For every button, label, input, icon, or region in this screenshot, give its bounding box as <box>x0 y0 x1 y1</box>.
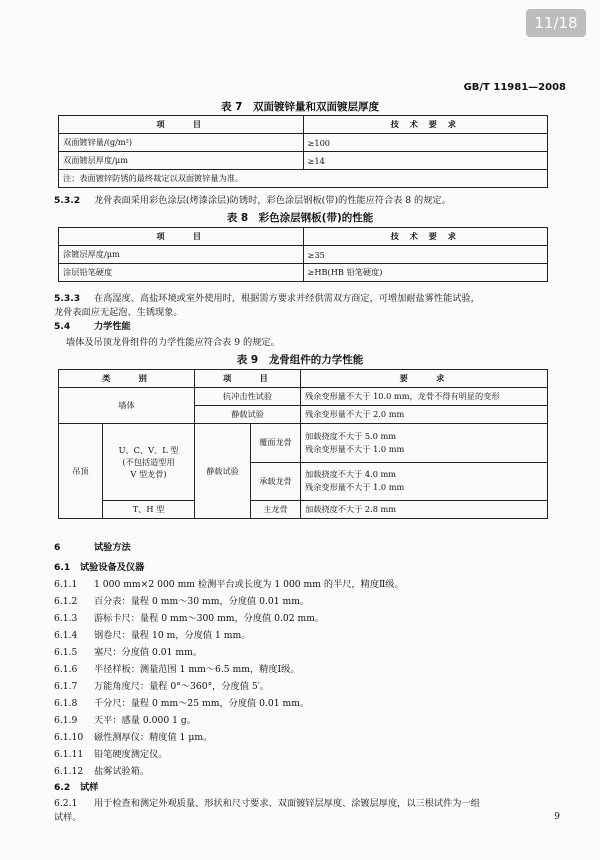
ucvl-line: U、C、V、L 型 <box>118 445 179 455</box>
item-number: 6.1.2 <box>54 596 78 607</box>
table-row <box>59 424 548 463</box>
list-item <box>54 612 554 625</box>
table9-caption: 表 9 龙骨组件的力学性能 <box>236 354 364 366</box>
item-number: 6.1.6 <box>54 664 78 675</box>
table9-static-req: 残余变形量不大于 2.0 mm <box>301 406 548 424</box>
req-line: 加载挠度不大于 4.0 mm <box>305 469 397 480</box>
req-line: 残余变形量不大于 1.0 mm <box>305 443 405 454</box>
page-number: 9 <box>554 812 560 822</box>
table9-static2: 静载试验 <box>195 424 251 519</box>
list-item <box>54 697 554 710</box>
table7-cell: 双面镀锌量/(g/m²) <box>59 134 304 152</box>
table8-header-item: 项 目 <box>59 228 304 246</box>
item-text: 盐雾试验箱。 <box>94 766 150 777</box>
table9-static: 静载试验 <box>195 406 301 424</box>
section-title: 力学性能 <box>94 321 131 332</box>
item-number: 6.1.10 <box>54 732 84 743</box>
table-row <box>59 388 548 406</box>
para-number: 5.3.2 <box>54 195 81 206</box>
item-text: 钢卷尺：量程 10 m，分度值 1 mm。 <box>94 630 251 641</box>
table9-cover: 覆面龙骨 <box>251 424 301 463</box>
para-5-3-3 <box>54 292 554 305</box>
list-item <box>54 714 554 727</box>
list-item <box>54 629 554 642</box>
table7-note: 注：表面镀锌防锈的最终裁定以双面镀锌量为准。 <box>59 170 548 188</box>
item-text: 1 000 mm×2 000 mm 检测平台或长度为 1 000 mm 的半尺，精度Ⅱ级。 <box>94 579 404 590</box>
table7-cell: ≥100 <box>303 134 548 152</box>
section-number: 5.4 <box>54 321 71 332</box>
item-number: 6.1.12 <box>54 766 84 777</box>
table-row <box>59 246 548 264</box>
table-row <box>59 134 548 152</box>
section-5-4 <box>54 320 554 333</box>
item-number: 6.1.3 <box>54 613 78 624</box>
table9-ceiling: 吊顶 <box>59 424 103 519</box>
para-6-2-1-cont: 试样。 <box>54 812 82 823</box>
para-number: 5.3.3 <box>54 293 81 304</box>
item-text: 游标卡尺：量程 0 mm～300 mm，分度值 0.02 mm。 <box>94 613 325 624</box>
table-row <box>59 264 548 282</box>
item-text: 塞尺：分度值 0.01 mm。 <box>94 647 203 658</box>
table-row <box>59 501 548 519</box>
item-text: 磁性测厚仪：精度值 1 μm。 <box>94 732 213 743</box>
para-text: 用于检查和测定外观质量、形状和尺寸要求、双面镀锌层厚度、涂镀层厚度，以三根试件为一组 <box>94 798 480 809</box>
table9-bearing-req <box>301 462 548 501</box>
item-text: 铅笔硬度测定仪。 <box>94 749 168 760</box>
section-6-1 <box>54 561 554 574</box>
section-6 <box>54 541 554 554</box>
table7-cell: ≥14 <box>303 152 548 170</box>
para-5-3-2 <box>54 194 554 207</box>
para-number: 6.2.1 <box>54 798 78 809</box>
table9-impact-req: 残余变形量不大于 10.0 mm，龙骨不得有明显的变形 <box>301 388 548 406</box>
table9-header-req: 要 求 <box>301 370 548 388</box>
list-item <box>54 578 554 591</box>
table7-caption: 表 7 双面镀锌量和双面镀层厚度 <box>221 101 379 113</box>
table8-cell: 涂镀层厚度/μm <box>59 246 304 264</box>
table9-impact: 抗冲击性试验 <box>195 388 301 406</box>
table8-cell: 涂层铅笔硬度 <box>59 264 304 282</box>
item-text: 天平：感量 0.000 1 g。 <box>94 715 196 726</box>
section-title: 试验设备及仪器 <box>80 562 145 573</box>
section-number: 6 <box>54 542 61 553</box>
para-text: 在高湿度、高盐环境或室外使用时，根据需方要求并经供需双方商定，可增加耐盐雾性能试验， <box>94 293 480 304</box>
table9-th: T、H 型 <box>103 501 195 519</box>
table9-cover-req <box>301 424 548 463</box>
table9-header-category: 类 别 <box>59 370 195 388</box>
page-counter: 11/18 <box>526 9 586 37</box>
table8-header-req: 技 术 要 求 <box>303 228 548 246</box>
para-6-2-1 <box>54 797 554 810</box>
section-title: 试样 <box>80 782 99 793</box>
list-item <box>54 731 554 744</box>
list-item <box>54 646 554 659</box>
req-line: 加载挠度不大于 5.0 mm <box>305 430 397 441</box>
item-number: 6.1.8 <box>54 698 78 709</box>
ucvl-line: V 型龙骨) <box>130 469 167 479</box>
table9 <box>58 369 548 519</box>
item-number: 6.1.5 <box>54 647 78 658</box>
item-text: 半径样板：测量范围 1 mm～6.5 mm，精度Ⅰ级。 <box>94 664 300 675</box>
item-number: 6.1.7 <box>54 681 78 692</box>
table7-header-req: 技 术 要 求 <box>303 116 548 134</box>
list-item <box>54 680 554 693</box>
table7-header-item: 项 目 <box>59 116 304 134</box>
item-text: 百分表：量程 0 mm～30 mm，分度值 0.01 mm。 <box>94 596 310 607</box>
item-text: 万能角度尺：量程 0°～360°，分度值 5′。 <box>94 681 269 692</box>
ucvl-line: (不包括造型用 <box>122 457 175 467</box>
item-number: 6.1.9 <box>54 715 78 726</box>
section-6-2 <box>54 781 554 794</box>
table8-caption: 表 8 彩色涂层钢板(带)的性能 <box>226 212 374 224</box>
table8-cell: ≥35 <box>303 246 548 264</box>
standard-number: GB/T 11981—2008 <box>463 82 566 93</box>
list-item <box>54 748 554 761</box>
item-number: 6.1.11 <box>54 749 84 760</box>
table9-wall: 墙体 <box>59 388 195 424</box>
table9-ucvl <box>103 424 195 501</box>
req-line: 残余变形量不大于 1.0 mm <box>305 482 405 493</box>
list-item <box>54 663 554 676</box>
para-text: 龙骨表面采用彩色涂层(烤漆涂层)防锈时，彩色涂层钢板(带)的性能应符合表 8 的规定。 <box>94 195 451 206</box>
item-number: 6.1.1 <box>54 579 78 590</box>
table9-bearing: 承载龙骨 <box>251 462 301 501</box>
table9-header-item: 项 目 <box>195 370 301 388</box>
list-item <box>54 595 554 608</box>
table9-main: 主龙骨 <box>251 501 301 519</box>
table8 <box>58 227 548 282</box>
para-5-3-3-cont: 龙骨表面应无起泡、生锈现象。 <box>54 307 183 318</box>
item-text: 千分尺：量程 0 mm～25 mm，分度值 0.01 mm。 <box>94 698 310 709</box>
table7 <box>58 115 548 188</box>
table-row <box>59 152 548 170</box>
section-number: 6.1 <box>54 562 71 573</box>
para-5-4: 墙体及吊顶龙骨组件的力学性能应符合表 9 的规定。 <box>66 337 280 348</box>
table8-cell: ≥HB(HB 铅笔硬度) <box>303 264 548 282</box>
table9-main-req: 加载挠度不大于 2.8 mm <box>301 501 548 519</box>
table7-cell: 双面镀层厚度/μm <box>59 152 304 170</box>
item-number: 6.1.4 <box>54 630 78 641</box>
section-title: 试验方法 <box>94 542 131 553</box>
list-item <box>54 765 554 778</box>
section-number: 6.2 <box>54 782 71 793</box>
